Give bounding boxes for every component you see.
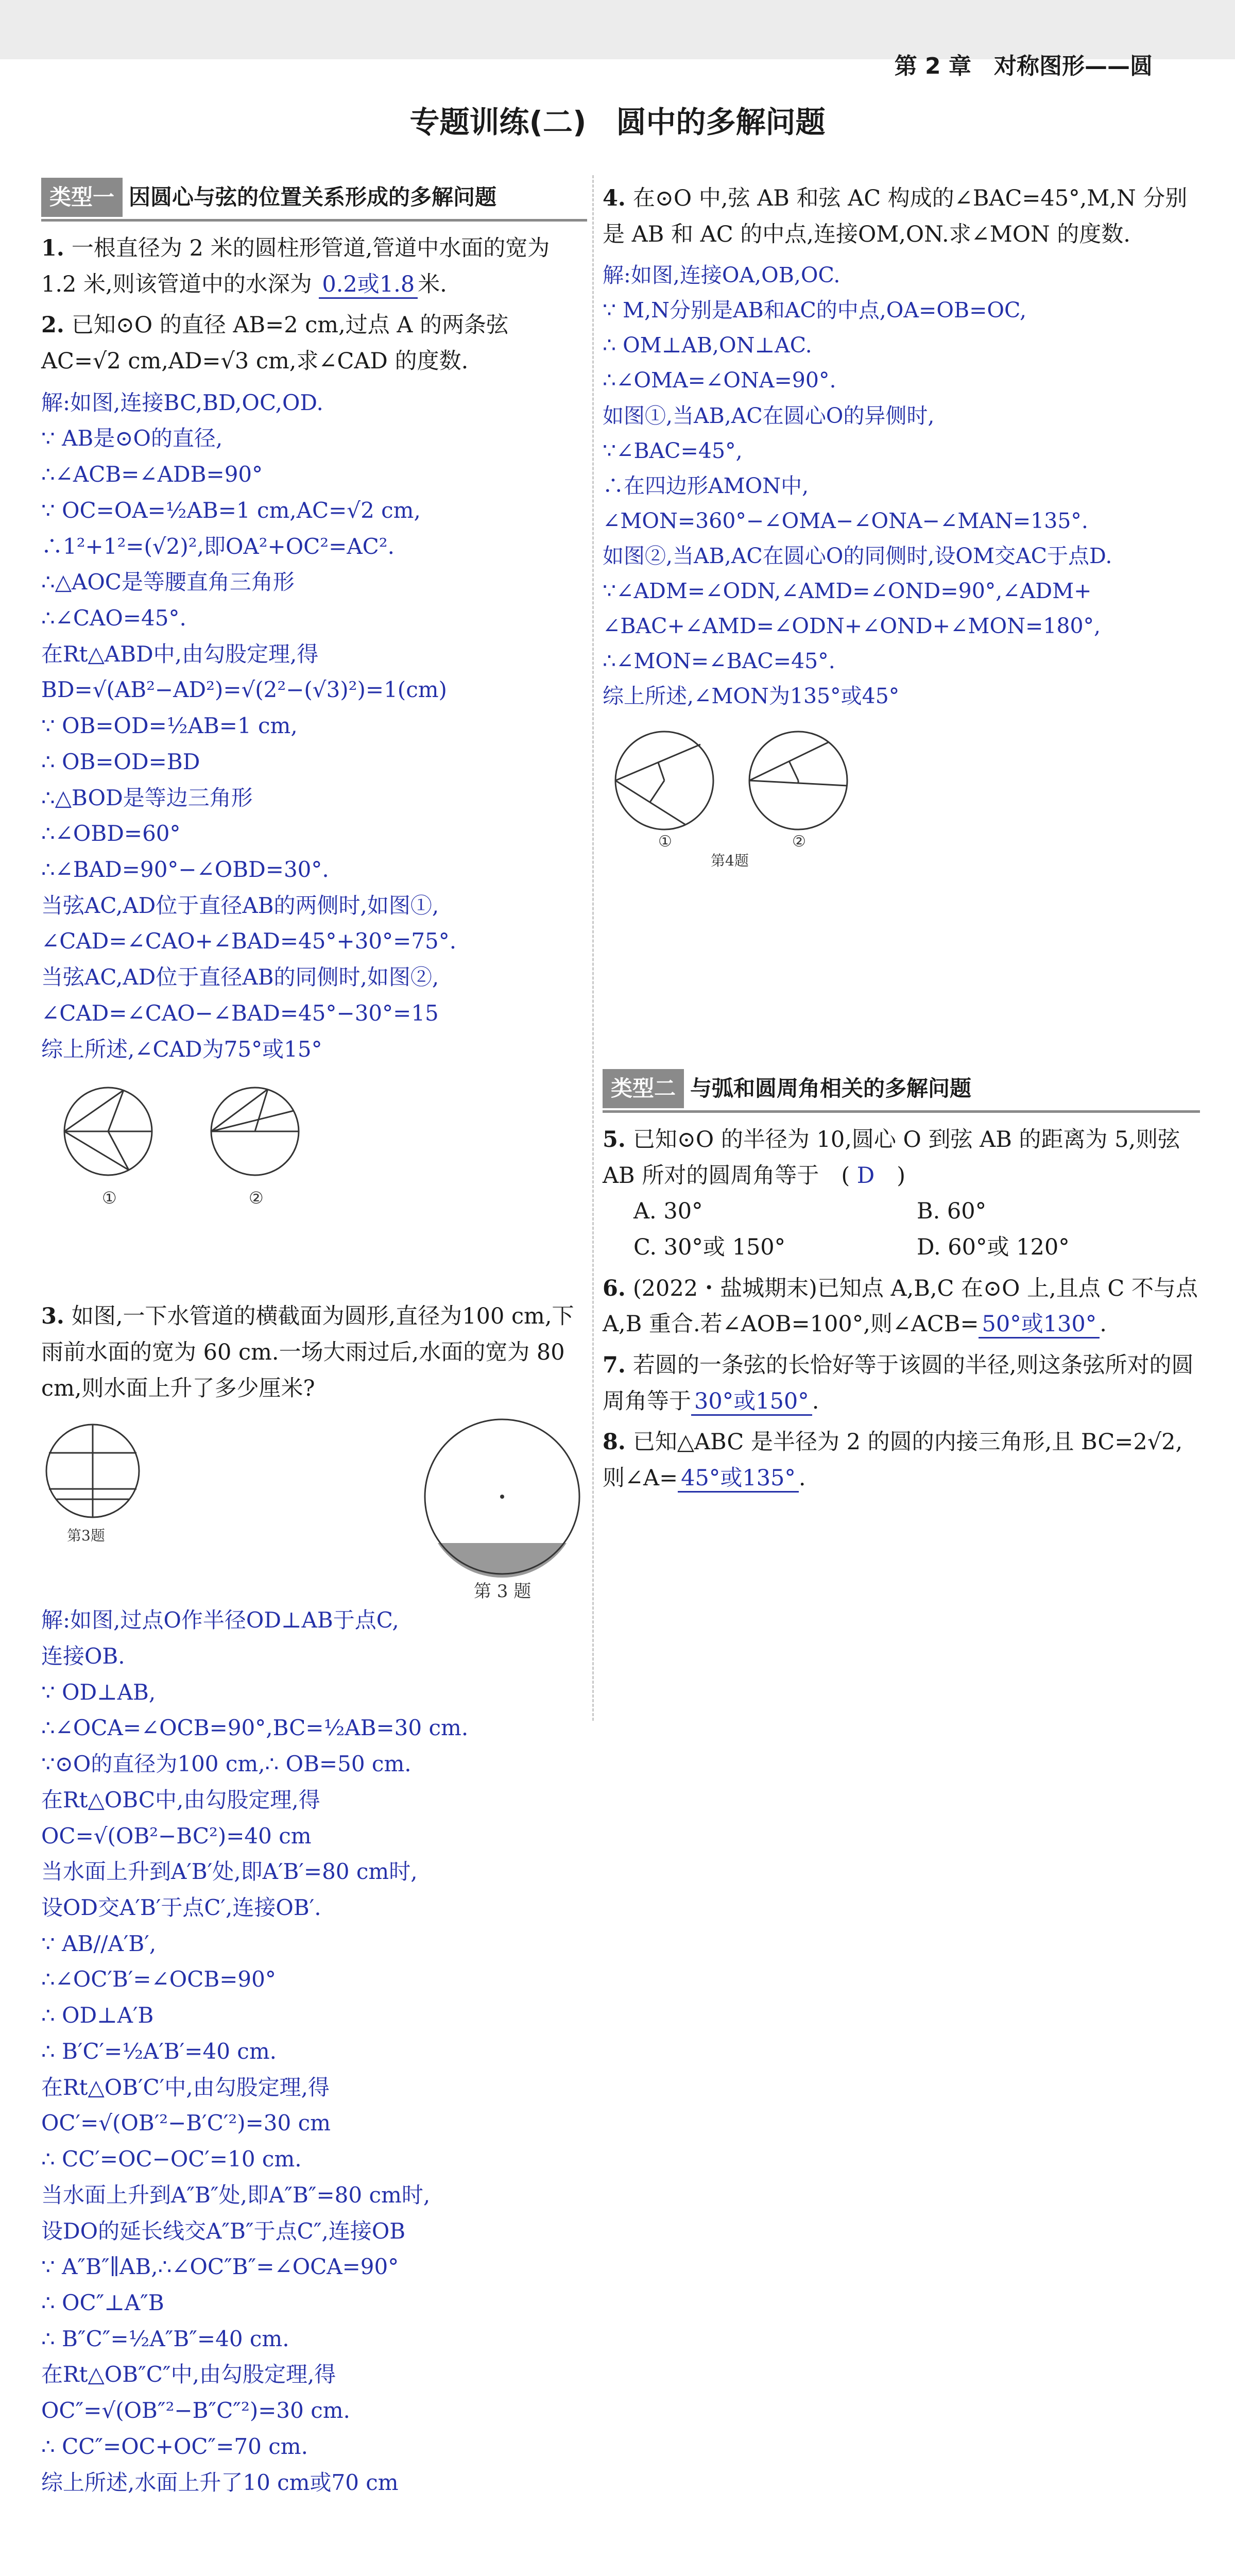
column-divider — [592, 175, 594, 1721]
q2-sol-line: 在Rt△ABD中,由勾股定理,得 — [41, 641, 319, 667]
q4-caption: 第4题 — [711, 852, 749, 868]
q2-seg-oc-2 — [255, 1089, 268, 1131]
q8-number: 8. — [603, 1429, 626, 1455]
q3-sol-line: ∴∠OCA=∠OCB=90°,BC=½AB=30 cm. — [41, 1715, 469, 1741]
question-1 — [41, 231, 587, 302]
q2-sol-line: ∴ OB=OD=BD — [41, 749, 200, 774]
q2-chord-ac-1 — [64, 1090, 124, 1131]
type2-heading — [603, 1069, 1200, 1113]
q2-sol-line: ∵ AB是⊙O的直径, — [41, 426, 223, 451]
q3-solution — [41, 1602, 587, 2500]
q5-number: 5. — [603, 1126, 626, 1153]
question-6 — [603, 1271, 1200, 1343]
q1-text: 一根直径为 2 米的圆柱形管道,管道中水面的宽为 1.2 米,则该管道中的水深为 — [41, 235, 550, 297]
q2-sol-line: ∴∠BAD=90°−∠OBD=30°. — [41, 857, 329, 882]
q2-sol-line: ∴∠CAO=45°. — [41, 605, 186, 631]
q3-sol-line: ∴ OC″⊥A″B — [41, 2290, 164, 2315]
q3-solution-figure — [41, 1417, 175, 1546]
q3-sol-line: ∴ CC″=OC+OC″=70 cm. — [41, 2433, 308, 2459]
q4-sol-line: 综上所述,∠MON为135°或45° — [603, 683, 900, 708]
q3-sol-line: 综上所述,水面上升了10 cm或70 cm — [41, 2469, 399, 2495]
q4-sol-line: ∵∠ADM=∠ODN,∠AMD=∠OND=90°,∠ADM+ — [603, 578, 1092, 603]
q3-sol-line: ∵ AB//A′B′, — [41, 1930, 157, 1956]
q5-option-b: B. 60° — [917, 1198, 987, 1225]
chapter-heading: 第 2 章 对称图形——圆 — [894, 53, 1153, 79]
q4-solution — [603, 258, 1200, 714]
q6-number: 6. — [603, 1275, 626, 1301]
question-2 — [41, 308, 587, 379]
q3-sol-line: OC=√(OB²−BC²)=40 cm — [41, 1823, 312, 1849]
type1-tag: 类型一 — [41, 178, 123, 217]
right-column — [603, 178, 1200, 1502]
q4-sol-line: ∴ OM⊥AB,ON⊥AC. — [603, 333, 812, 358]
q4-sol-line: ∴在四边形AMON中, — [603, 473, 809, 498]
question-5 — [603, 1122, 1200, 1266]
page-title: 专题训练(二) 圆中的多解问题 — [409, 105, 826, 140]
q3-sol-line: 连接OB. — [41, 1643, 125, 1669]
q4-sol-line: ∠BAC+∠AMD=∠ODN+∠OND+∠MON=180°, — [603, 613, 1101, 638]
q2-figure-2-label: ② — [249, 1188, 264, 1208]
q7-answer: 30°或150° — [691, 1388, 812, 1416]
q3-sol-line: OC″=√(OB″²−B″C″²)=30 cm. — [41, 2398, 350, 2424]
q6-answer: 50°或130° — [979, 1311, 1100, 1338]
q4-sol-line: 如图①,当AB,AC在圆心O的异侧时, — [603, 403, 935, 428]
question-4 — [603, 181, 1200, 252]
q4-figure-1 — [615, 732, 713, 829]
q3-sol-line: ∵⊙O的直径为100 cm,∴ OB=50 cm. — [41, 1751, 411, 1777]
q2-solution — [41, 385, 587, 1067]
q8-end: . — [798, 1465, 806, 1491]
q7-number: 7. — [603, 1352, 626, 1378]
q4-chord-ac-1 — [615, 781, 685, 824]
q7-text: 若圆的一条弦的长恰好等于该圆的半径,则这条弦所对的圆周角等于 — [603, 1352, 1194, 1414]
q4-sol-line: ∵ M,N分别是AB和AC的中点,OA=OB=OC, — [603, 298, 1026, 323]
q3-sol-line: OC′=√(OB′²−B′C′²)=30 cm — [41, 2110, 331, 2136]
q8-text: 已知△ABC 是半径为 2 的圆的内接三角形,且 BC=2√2,则∠A= — [603, 1429, 1183, 1491]
q3-text: 如图,一下水管道的横截面为圆形,直径为100 cm,下雨前水面的宽为 60 cm.一场大雨过后,水面的宽为 80 cm,则水面上升了多少厘米? — [41, 1303, 574, 1401]
q3-figures — [41, 1412, 587, 1602]
q2-sol-line: ∴∠ACB=∠ADB=90° — [41, 462, 263, 487]
q4-sol-line: ∠MON=360°−∠OMA−∠ONA−∠MAN=135°. — [603, 508, 1088, 533]
q4-seg-om-2 — [789, 761, 798, 781]
q4-sol-line: ∴∠OMA=∠ONA=90°. — [603, 368, 836, 393]
q4-sol-line: ∵∠BAC=45°, — [603, 438, 743, 463]
q2-sol-line: 当弦AC,AD位于直径AB的同侧时,如图②, — [41, 964, 439, 990]
q3-caption: 第 3 题 — [474, 1581, 531, 1602]
q3-small-caption: 第3题 — [67, 1527, 105, 1545]
q2-sol-line: 综上所述,∠CAD为75°或15° — [41, 1036, 322, 1062]
q5-option-a: A. 30° — [633, 1198, 703, 1225]
type2-tag: 类型二 — [603, 1069, 684, 1108]
q4-chord-ab-1 — [615, 744, 700, 781]
q2-figure-1-label: ① — [102, 1188, 117, 1208]
q5-text: 已知⊙O 的半径为 10,圆心 O 到弦 AB 的距离为 5,则弦 AB 所对的圆周角等于 ( — [603, 1126, 1180, 1189]
q8-answer: 45°或135° — [678, 1465, 799, 1493]
q3-center-dot — [500, 1495, 504, 1499]
q3-sol-line: 当水面上升到A″B″处,即A″B″=80 cm时, — [41, 2182, 431, 2208]
q5-option-d: D. 60°或 120° — [917, 1234, 1070, 1260]
q4-sol-line: 如图②,当AB,AC在圆心O的同侧时,设OM交AC于点D. — [603, 543, 1112, 568]
q2-sol-line: ∵ OB=OD=½AB=1 cm, — [41, 713, 298, 739]
q2-sol-line: ∠CAD=∠CAO+∠BAD=45°+30°=75°. — [41, 928, 457, 954]
type1-title: 因圆心与弦的位置关系形成的多解问题 — [129, 184, 497, 210]
q5-answer: D — [856, 1162, 875, 1189]
q3-sol-line: 设OD交A′B′于点C′,连接OB′. — [41, 1895, 321, 1921]
q3-sol-line: ∵ A″B″∥AB,∴∠OC″B″=∠OCA=90° — [41, 2254, 399, 2280]
q2-sol-line: BD=√(AB²−AD²)=√(2²−(√3)²)=1(cm) — [41, 677, 447, 703]
q1-number: 1. — [41, 235, 64, 262]
q5-close: ) — [897, 1162, 906, 1189]
q2-sol-line: 当弦AC,AD位于直径AB的两侧时,如图①, — [41, 892, 439, 918]
q2-figure-1 — [64, 1088, 152, 1175]
q3-sol-line: 在Rt△OB″C″中,由勾股定理,得 — [41, 2362, 336, 2387]
q4-figure-2 — [749, 732, 847, 829]
q4-sol-line: ∴∠MON=∠BAC=45°. — [603, 648, 835, 673]
q2-sol-line: ∴1²+1²=(√2)²,即OA²+OC²=AC². — [41, 533, 394, 559]
q6-text: (2022・盐城期末)已知点 A,B,C 在⊙O 上,且点 C 不与点 A,B 重合.若∠AOB=100°,则∠ACB= — [603, 1275, 1198, 1337]
question-7 — [603, 1348, 1200, 1419]
q2-sol-line: ∴∠OBD=60° — [41, 821, 181, 846]
q2-figure — [41, 1072, 330, 1211]
q2-sol-line: ∠CAD=∠CAO−∠BAD=45°−30°=15 — [41, 1000, 439, 1026]
q4-figure-2-label: ② — [792, 832, 806, 851]
q3-sol-line: 在Rt△OBC中,由勾股定理,得 — [41, 1787, 320, 1812]
q4-seg-om-1 — [658, 762, 664, 781]
q2-number: 2. — [41, 312, 64, 338]
q3-sol-line: ∴ B′C′=½A′B′=40 cm. — [41, 2038, 277, 2064]
q7-end: . — [812, 1388, 819, 1414]
q2-sol-line: 解:如图,连接BC,BD,OC,OD. — [41, 389, 323, 415]
type1-heading — [41, 178, 587, 222]
q6-end: . — [1100, 1311, 1107, 1337]
q2-chord-ad-2 — [211, 1111, 294, 1131]
question-8 — [603, 1425, 1200, 1496]
q5-option-c: C. 30°或 150° — [633, 1234, 786, 1260]
q4-number: 4. — [603, 185, 626, 211]
question-3 — [41, 1299, 587, 1406]
q3-sol-line: 解:如图,过点O作半径OD⊥AB于点C, — [41, 1607, 399, 1633]
q2-figure-2 — [211, 1088, 299, 1175]
q3-sol-line: ∴ OD⊥A′B — [41, 2003, 154, 2028]
q4-figure-1-label: ① — [658, 832, 672, 851]
q4-text: 在⊙O 中,弦 AB 和弦 AC 构成的∠BAC=45°,M,N 分别是 AB 和 AC 的中点,连接OM,ON.求∠MON 的度数. — [603, 185, 1188, 247]
left-column — [41, 178, 587, 2500]
q3-sol-line: ∵ OD⊥AB, — [41, 1679, 156, 1705]
q2-text: 已知⊙O 的直径 AB=2 cm,过点 A 的两条弦 AC=√2 cm,AD=√3 cm,求∠CAD 的度数. — [41, 312, 509, 374]
type2-title: 与弧和圆周角相关的多解问题 — [690, 1075, 972, 1101]
q3-number: 3. — [41, 1303, 64, 1330]
q2-sol-line: ∴△BOD是等边三角形 — [41, 785, 253, 810]
q2-sol-line: ∴△AOC是等腰直角三角形 — [41, 569, 295, 595]
q3-sol-line: 在Rt△OB′C′中,由勾股定理,得 — [41, 2074, 330, 2100]
q1-answer: 0.2或1.8 — [319, 272, 418, 299]
q3-sol-line: ∴∠OC′B′=∠OCB=90° — [41, 1967, 276, 1992]
q4-seg-on-1 — [650, 781, 664, 802]
q3-figure — [417, 1412, 592, 1602]
q2-sol-line: ∵ OC=OA=½AB=1 cm,AC=√2 cm, — [41, 497, 421, 523]
q3-sol-line: 设DO的延长线交A″B″于点C″,连接OB — [41, 2218, 406, 2244]
q5-options — [603, 1194, 1200, 1265]
q3-sol-line: ∴ B″C″=½A″B″=40 cm. — [41, 2326, 289, 2351]
q1-unit: 米. — [418, 271, 447, 297]
q3-sol-line: ∴ CC′=OC−OC′=10 cm. — [41, 2146, 302, 2172]
q4-figure — [603, 719, 870, 868]
q4-sol-line: 解:如图,连接OA,OB,OC. — [603, 263, 841, 288]
q3-sol-line: 当水面上升到A′B′处,即A′B′=80 cm时, — [41, 1859, 418, 1885]
